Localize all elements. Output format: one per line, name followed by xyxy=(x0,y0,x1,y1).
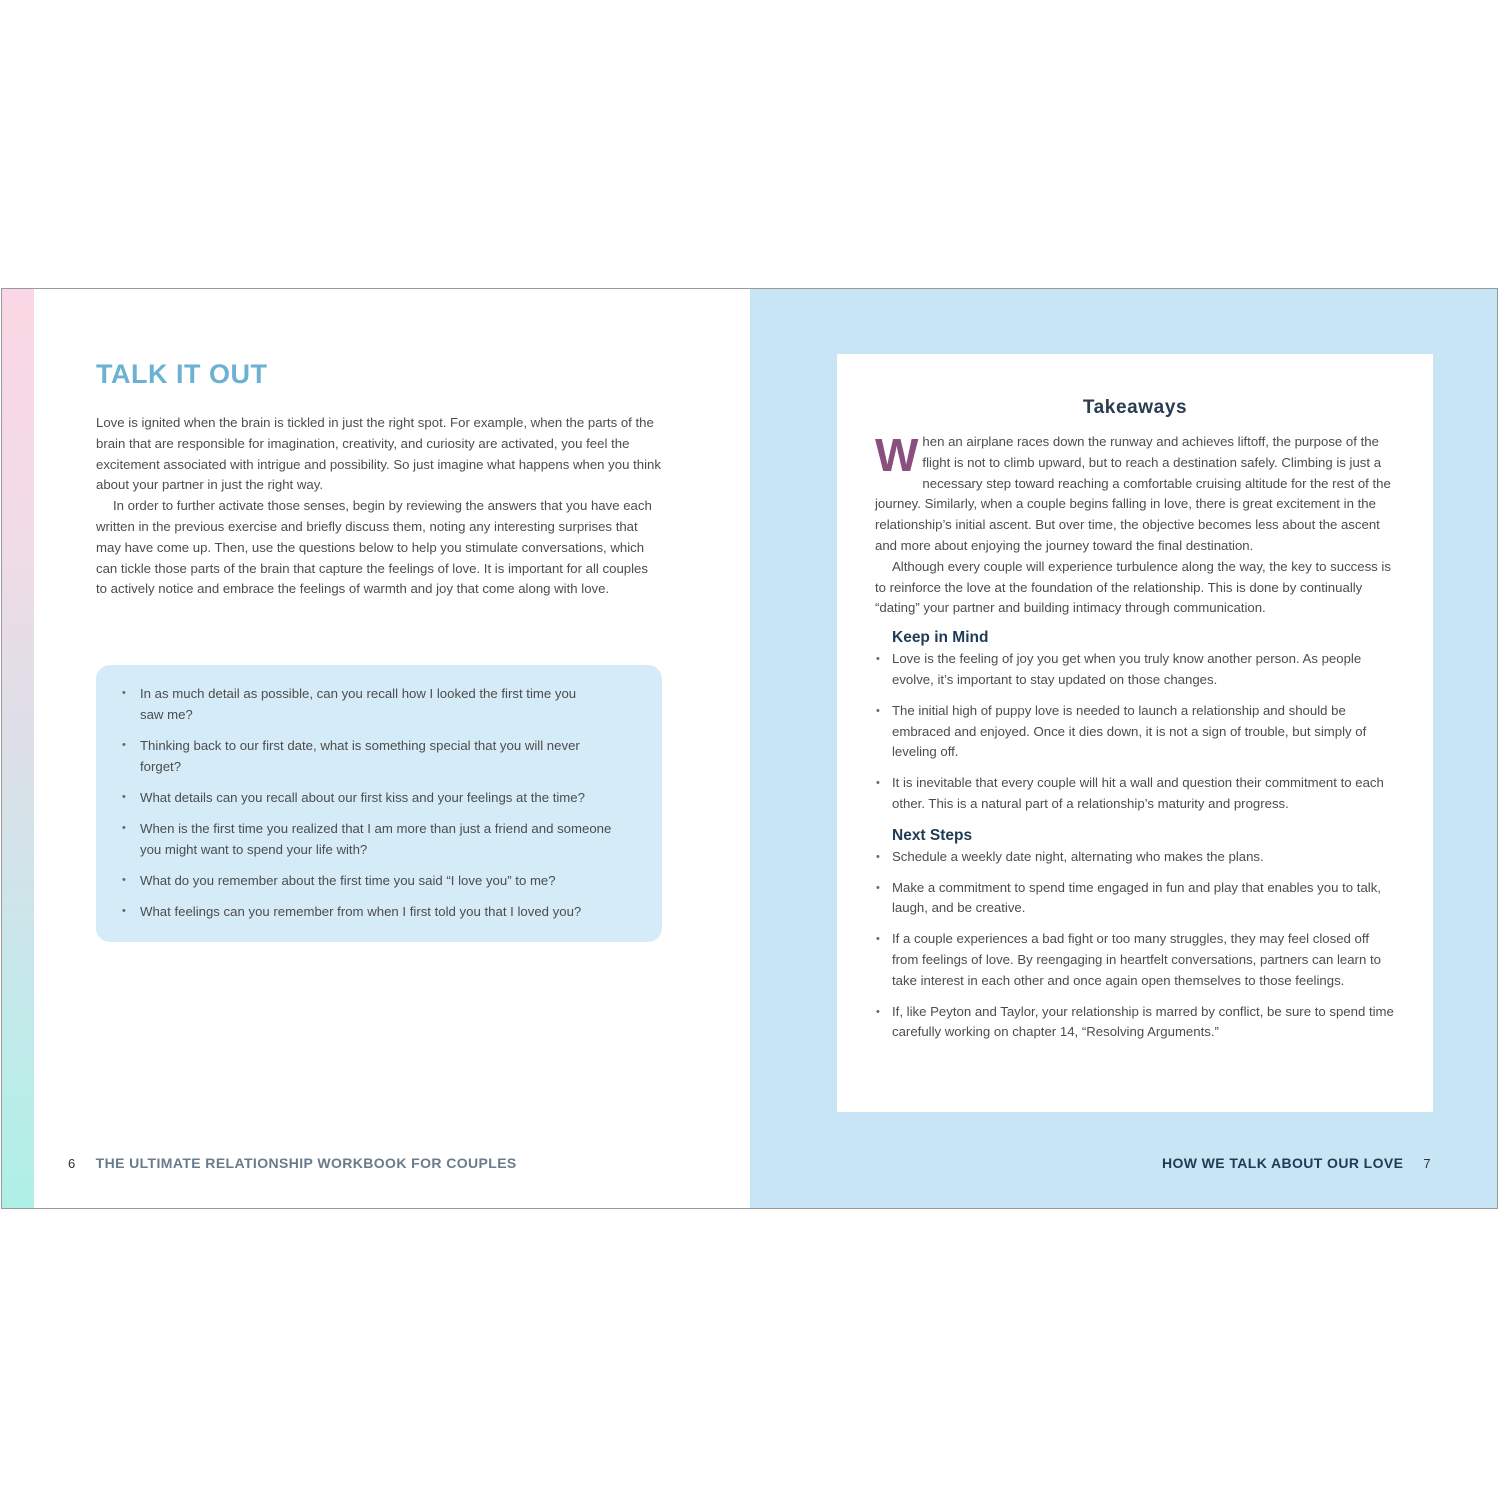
question-item: • What details can you recall about our first kiss and your feelings at the time? xyxy=(131,787,636,808)
question-item: • In as much detail as possible, can you recall how I looked the first time you saw me? xyxy=(131,683,580,725)
book-spread xyxy=(1,288,1498,1209)
keep-in-mind-item: • The initial high of puppy love is needed to launch a relationship and should be embraced and enjoyed. Once it dies down, it is not a sign of trouble, but simply of leveling off. xyxy=(875,701,1397,763)
takeaways-paragraph-2: Although every couple will experience turbulence along the way, the key to success is to reinforce the love at the foundation of the relationship. This is done by continually “dating” your partner and building intimacy through communication. xyxy=(875,558,1391,616)
page-number-right: 7 xyxy=(1423,1156,1431,1171)
section-title: TALK IT OUT xyxy=(96,359,268,389)
chapter-title-running-head: HOW WE TALK ABOUT OUR LOVE xyxy=(1161,1155,1404,1171)
keep-in-mind-heading: Keep in Mind xyxy=(892,629,989,647)
next-steps-item: • Schedule a weekly date night, alternating who makes the plans. xyxy=(875,847,1397,868)
intro-text xyxy=(96,413,662,600)
takeaways-title: Takeaways xyxy=(1082,397,1188,418)
question-item: • Thinking back to our first date, what is something special that you will never forget? xyxy=(131,735,580,777)
right-page xyxy=(750,289,1498,1208)
gradient-edge-strip xyxy=(2,289,34,1208)
question-box xyxy=(96,665,662,942)
keep-in-mind-list xyxy=(875,649,1397,815)
paragraph-1-text: hen an airplane races down the runway and achieves liftoff, the purpose of the flight is not to climb upward, but to reach a destination safely. Climbing is just a necessary step toward reaching a comfortable cruising altitude for the rest of the journey. Similarly, when a couple begins falling in love, there is great excitement in the relationship’s initial ascent. But over time, the objective becomes less about the ascent and more about enjoying the journey toward the final destination. xyxy=(875,434,1391,553)
next-steps-heading: Next Steps xyxy=(892,826,973,844)
keep-in-mind-item: • It is inevitable that every couple will hit a wall and question their commitment to each other. This is a natural part of a relationship’s maturity and progress. xyxy=(875,773,1397,815)
next-steps-list xyxy=(875,847,1397,1043)
left-page xyxy=(34,289,750,1208)
question-list xyxy=(122,683,636,922)
question-item: • What do you remember about the first time you said “I love you” to me? xyxy=(131,870,636,891)
next-steps-item: • If a couple experiences a bad fight or too many struggles, they may feel closed off from feelings of love. By reengaging in heartfelt conversations, partners can learn to take interest in each other and once again open themselves to those feelings. xyxy=(875,929,1397,991)
next-steps-item: • If, like Peyton and Taylor, your relationship is marred by conflict, be sure to spend time carefully working on chapter 14, “Resolving Arguments.” xyxy=(875,1002,1397,1044)
book-title-running-head: THE ULTIMATE RELATIONSHIP WORKBOOK FOR COUPLES xyxy=(95,1155,517,1171)
intro-paragraph-2: In order to further activate those senses, begin by reviewing the answers that you have each written in the previous exercise and briefly discuss them, noting any interesting surprises that may have come up. Then, use the questions below to help you stimulate conversations, which can tickle those parts of the brain that capture the feelings of love. It is important for all couples to actively notice and embrace the feelings of warmth and joy that come along with love. xyxy=(96,498,652,597)
next-steps-item: • Make a commitment to spend time engaged in fun and play that enables you to talk, laugh, and be creative. xyxy=(875,878,1397,920)
page-number-left: 6 xyxy=(68,1156,76,1171)
question-item: • What feelings can you remember from when I first told you that I loved you? xyxy=(131,901,636,922)
question-item: • When is the first time you realized that I am more than just a friend and someone you might want to spend your life with? xyxy=(131,818,636,860)
keep-in-mind-item: • Love is the feeling of joy you get when you truly know another person. As people evolve, it’s important to stay updated on those changes. xyxy=(875,649,1397,691)
takeaways-body xyxy=(875,429,1397,1053)
drop-cap: W xyxy=(875,429,919,481)
left-footer xyxy=(68,1155,517,1171)
intro-paragraph-1: Love is ignited when the brain is tickled in just the right spot. For example, when the parts of the brain that are responsible for imagination, creativity, and curiosity are activated, you feel the excitement associated with intrigue and possibility. So just imagine what happens when you think about your partner in just the right way. xyxy=(96,415,661,493)
takeaways-paragraph-1 xyxy=(875,429,1397,557)
right-footer xyxy=(1162,1155,1431,1171)
takeaways-card xyxy=(837,354,1433,1112)
